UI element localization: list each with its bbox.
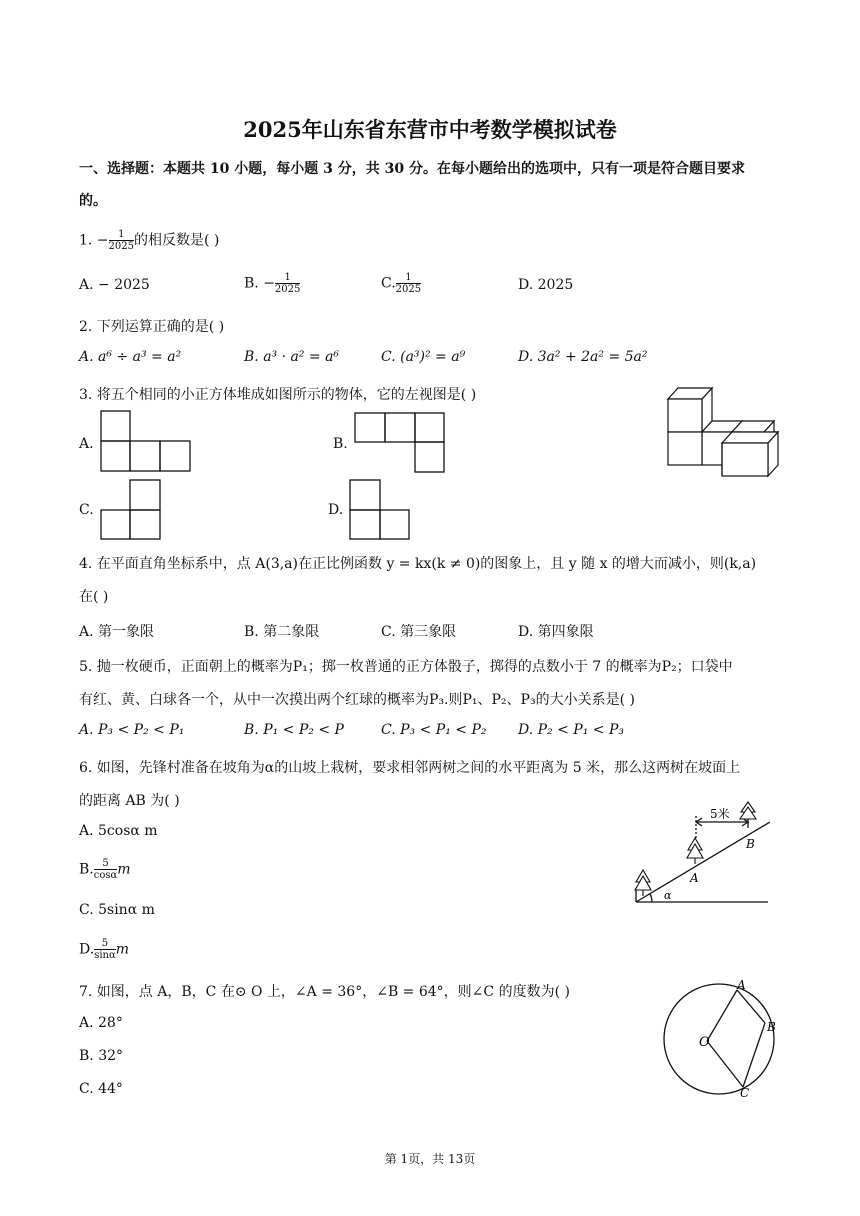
slope-trees-figure xyxy=(630,798,770,908)
question-7-option-b: B. 32° xyxy=(79,1048,124,1064)
question-4-option-c: C. 第三象限 xyxy=(381,624,457,640)
question-1-option-b: B. − $\frac{1}{2025}$ xyxy=(244,272,301,295)
question-6-option-d: D. $\frac{5}{\sin\alpha}$ m xyxy=(79,938,129,961)
circle-figure xyxy=(655,975,785,1100)
question-5-stem: 5. 抛一枚硬币，正面朝上的概率为P₁；掷一枚普通的正方体骰子，掷得的点数小于 7 的概率为P₂；口袋中 xyxy=(79,659,733,675)
question-6-stem: 6. 如图，先锋村准备在坡角为α的山坡上栽树，要求相邻两树之间的水平距离为 5 米，那么这两树在坡面上 xyxy=(79,760,741,776)
question-2-option-c: C. (a³)² = a⁹ xyxy=(381,349,466,365)
question-5-option-c: C. P₃ < P₁ < P₂ xyxy=(381,722,487,738)
question-4-option-a: A. 第一象限 xyxy=(79,624,155,640)
question-7-option-a: A. 28° xyxy=(79,1015,123,1031)
question-1-option-a: A. − 2025 xyxy=(79,277,150,293)
question-4-stem: 4. 在平面直角坐标系中，点 A(3,a)在正比例函数 y = kx(k ≠ 0)的图象上，且 y 随 x 的增大而减小，则(k,a) xyxy=(79,556,757,572)
question-1-option-c: C. $\frac{1}{2025}$ xyxy=(381,272,422,295)
page-footer: 第 1页，共 13页 xyxy=(384,1152,476,1166)
point-b-label: B xyxy=(767,1020,776,1034)
question-2-stem: 2. 下列运算正确的是( ) xyxy=(79,319,225,335)
center-o-label: O xyxy=(699,1035,710,1050)
section-heading: 一、选择题：本题共 10 小题，每小题 3 分，共 30 分。在每小题给出的选项中，只有一项是符合题目要求 xyxy=(79,161,745,177)
question-4-option-d: D. 第四象限 xyxy=(518,624,594,640)
question-6-option-c: C. 5sinα m xyxy=(79,902,155,918)
question-5-option-b: B. P₁ < P₂ < P xyxy=(244,722,344,738)
alpha-label: α xyxy=(664,889,672,902)
stacked-cubes-figure xyxy=(660,385,782,480)
question-7-stem: 7. 如图，点 A，B，C 在⊙ O 上，∠A = 36°，∠B = 64°，则∠C 的度数为( ) xyxy=(79,984,570,1000)
point-b-label: B xyxy=(746,837,755,851)
question-3-option-a: A. xyxy=(79,436,94,452)
option-b-view-figure xyxy=(354,412,446,474)
question-2-option-d: D. 3a² + 2a² = 5a² xyxy=(518,349,648,365)
section-heading-cont: 的。 xyxy=(79,193,107,209)
option-a-view-figure xyxy=(100,410,192,472)
question-6-option-a: A. 5cosα m xyxy=(79,823,158,839)
point-a-label: A xyxy=(737,978,746,992)
question-6-stem-cont: 的距离 AB 为( ) xyxy=(79,793,180,809)
question-3-option-b: B. xyxy=(333,436,348,452)
option-d-view-figure xyxy=(349,479,411,541)
page-title: 2025年山东省东营市中考数学模拟试卷 xyxy=(243,117,617,142)
question-5-option-d: D. P₂ < P₁ < P₃ xyxy=(518,722,624,738)
question-4-stem-cont: 在( ) xyxy=(79,589,109,605)
question-1-stem: 1. − $\frac{1}{2025}$ 的相反数是( ) xyxy=(79,229,220,252)
question-3-stem: 3. 将五个相同的小正方体堆成如图所示的物体，它的左视图是( ) xyxy=(79,387,477,403)
question-6-option-b: B. $\frac{5}{\cos\alpha}$ m xyxy=(79,858,131,881)
question-2-option-b: B. a³ · a² = a⁶ xyxy=(244,349,340,365)
question-3-option-d: D. xyxy=(328,502,344,518)
question-5-stem-cont: 有红、黄、白球各一个，从中一次摸出两个红球的概率为P₃.则P₁、P₂、P₃的大小关系是( ) xyxy=(79,692,635,708)
question-5-option-a: A. P₃ < P₂ < P₁ xyxy=(79,722,185,738)
distance-label: 5米 xyxy=(710,807,730,821)
question-4-option-b: B. 第二象限 xyxy=(244,624,320,640)
question-2-option-a: A. a⁶ ÷ a³ = a² xyxy=(79,349,182,365)
point-c-label: C xyxy=(740,1086,750,1100)
point-a-label: A xyxy=(690,871,699,885)
question-1-option-d: D. 2025 xyxy=(518,277,574,293)
question-7-option-c: C. 44° xyxy=(79,1081,123,1097)
question-3-option-c: C. xyxy=(79,502,94,518)
option-c-view-figure xyxy=(100,479,162,541)
